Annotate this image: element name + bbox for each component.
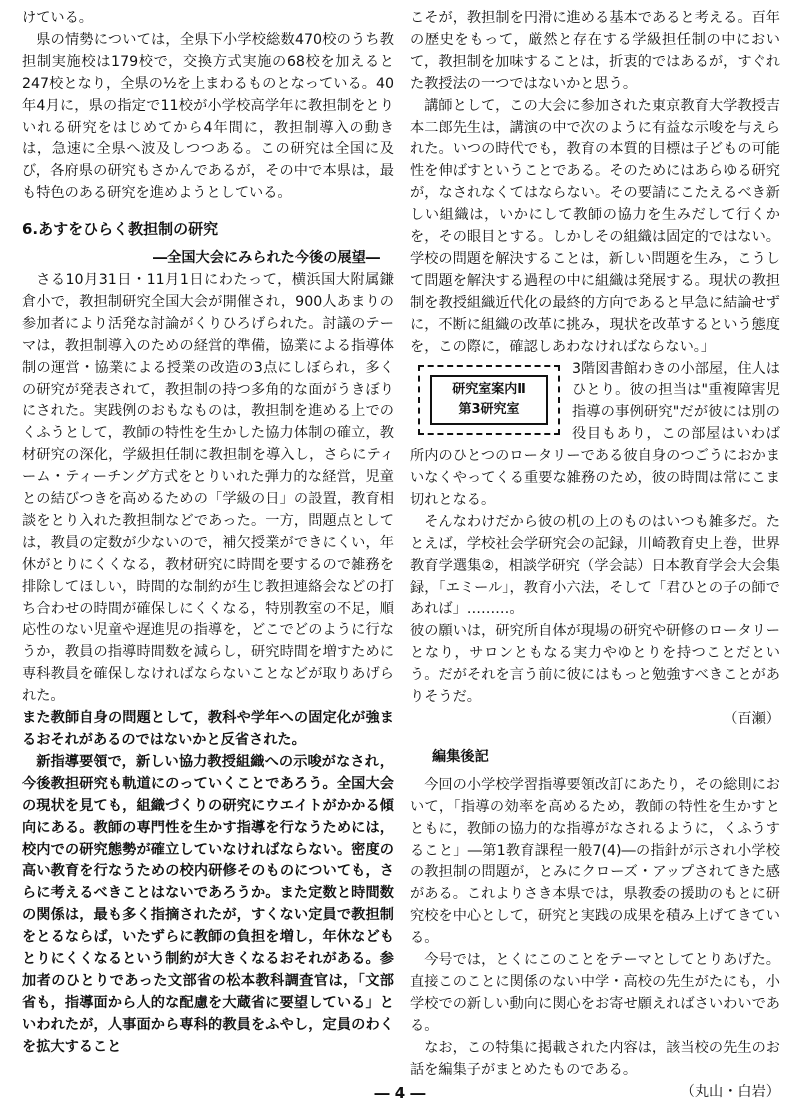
lab-guide-box-inner	[430, 375, 548, 425]
right-column	[410, 8, 780, 1103]
conference-paragraph: さる10月31日・11月1日にわたって，横浜国大附属鎌倉小で，教担制研究全国大会が開催され，900人あまりの参加者により活発な討論がくりひろげられた。討議のテーマは，教担制導入のための経営的準備，協業による指導体制の運営・協業による授業の改造の3点にしぼられ，多くの研究が発表されて，教担制の持つ多角的な面がうきぼりにされた。実践例のおもなものは，教担制を進める上でのくふうとして，教師の特性を生かした協力体制の確立，教材研究の深化，学級担任制に教担制を導入し，さらにティーム・ティーチング方式をとりいれた弾力的な経営，児童との結びつきを高めるための「学級の日」の設置，教育相談をとり入れた教担制などであった。一方，問題点としては，教員の定数が少ないので，補欠授業ができにくい，年休がとりにくくなる，教材研究に時間を要するので雑務を排除してほしい，時間的な制約が生じ教担連絡会などの打ち合わせの時間が確保しにくくなる，特別教室の不足，順応性のない児童や遅進児の指導を，どこでどのように行なうか，教員の指導時間数を減らし，研究時間を増すために専科教員を確保しなければならないことなどが取りあげられた。	[22, 271, 394, 705]
signature-momose: （百瀬）	[723, 711, 780, 727]
lab-guide-box	[418, 365, 560, 435]
editorial-paragraph-3: なお，この特集に掲載された内容は，該当校の先生のお話を編集子がまとめたものである。	[410, 1039, 780, 1078]
continuation-paragraph: こそが，教担制を円滑に進める基本であると考える。百年の歴史をもって，厳然と存在する学級担任制の中において，教担制を加味することは，折衷的ではあるが，すぐれた教授法の一つではないかと思う。	[410, 10, 780, 92]
prefecture-paragraph: 県の情勢については，全県下小学校総数470校のうち教担制実施校は179校で，交換方式実施の68校を加えると247校となり，全県の½を上まわるものとなっている。40年4月に，県の指定で11校が小学校高学年に教担制をとりいれる研究をはじめてから4年間に，教担制導入の動きは，急速に全県へ波及しつつある。この研究は全国に及び，各府県の研究もさかんであるが，その中で本県は，最も特色のある研究を進めようとしている。	[22, 31, 394, 202]
page-number: ― 4 ―	[374, 1084, 426, 1102]
signature-editors: （丸山・白岩）	[680, 1083, 780, 1100]
lab-guide-title: 研究室案内Ⅱ	[452, 381, 526, 397]
left-column	[22, 8, 394, 1059]
teacher-issue-paragraph: また教師自身の問題として，教科や学年への固定化が強まるおそれがあるのではないかと反省された。	[22, 710, 394, 748]
editorial-paragraph-1: 今回の小学校学習指導要領改訂にあたり，その総則において，「指導の効率を高めるため，教師の特性を生かすとともに，教師の協力的な指導がなされるように，くふうすること」―第1教育課程一般7(4)―の指針が示され小学校の教担制の問題が，とみにクローズ・アップされてきた感がある。これよりさき本県では，県教委の援助のもとに研究校を中心として，研究と実践の成果を積み上げてきている。	[410, 776, 780, 947]
editorial-heading: 編集後記	[432, 748, 489, 765]
lab-guide-room: 第3研究室	[458, 401, 520, 417]
lecturer-paragraph: 講師として，この大会に参加された東京教育大学教授吉本二郎先生は，講演の中で次のように有益な示唆を与えられた。いつの時代でも，教育の本質的目標は子どもの可能性を伸ばすということである。そのためにはあらゆる研究が，なされなくてはならない。その要請にこたえるべき新しい組織は，いかにして教師の協力を生みだして行くかを，その眼目とする。しかしその組織は固定的ではない。学校の問題を解決することは，新しい問題を生み，こうして問題を解決する過程の中に組織は発展する。現状の教担制を教授組織近代化の最終的方向であると早急に結論せずに，不断に組織の改革に挑み，現状を改革するという態度を，この際に，確認しあわなければならない。」	[410, 97, 780, 355]
section-subheading: ―全国大会にみられた今後の展望―	[152, 250, 380, 267]
lab-description-paragraph: 3階図書館わきの小部屋，住人はひとり。彼の担当は"重複障害児指導の事例研究"だが彼には別の役目もあり，この部屋はいわば所内のひとつのロータリーである彼自身のつごうにおかまいなくやってくる重要な雑務のため，彼の時間は常にこま切れとなる。	[410, 360, 780, 508]
desk-paragraph: そんなわけだから彼の机の上のものはいつも雑多だ。たとえば，学校社会学研究会の記録，川崎教育史上巻，世界教育学選集②，相談学研究（学会誌）日本教育学会大会集録，「エミール」，教育小六法，そして「君ひとの子の師であれば」………。	[410, 513, 780, 618]
section-heading: 6.あすをひらく教担制の研究	[22, 220, 219, 239]
wish-paragraph: 彼の願いは，研究所自体が現場の研究や研修のロータリーとなり，サロンともなる実力やゆとりを持つことだという。だがそれを言う前に彼にはもっと勉強すべきことがありそうだ。	[410, 623, 780, 706]
intro-fragment: けている。	[22, 10, 93, 26]
editorial-paragraph-2: 今号では，とくにこのことをテーマとしてとりあげた。直接このことに関係のない中学・高校の先生がたにも，小学校での新しい動向に関心をお寄せ願えればさいわいである。	[410, 952, 780, 1034]
outlook-paragraph: 新指導要領で，新しい協力教授組織への示唆がなされ，今後教担研究も軌道にのっていくことであろう。全国大会の現状を見ても，組織づくりの研究にウエイトがかかる傾向にある。教師の専門性を生かす指導を行なうためには，校内での研究態勢が確立していなければならない。密度の高い教育を行なうための校内研修そのものについても，さらに考えるべきことはないであろうか。また定数と時間数の関係は，最も多く指摘されたが，すくない定員で教担制をとるならば，いたずらに教師の負担を増し，年休などもとりにくくなるという制約が大きくなるおそれがある。参加者のひとりであった文部省の松本教科調査官は，「文部省も，指導面から人的な配慮を大蔵省に要望している」といわれたが，人事面から専科的教員をふやし，定員のわくを拡大すること	[22, 753, 394, 1055]
